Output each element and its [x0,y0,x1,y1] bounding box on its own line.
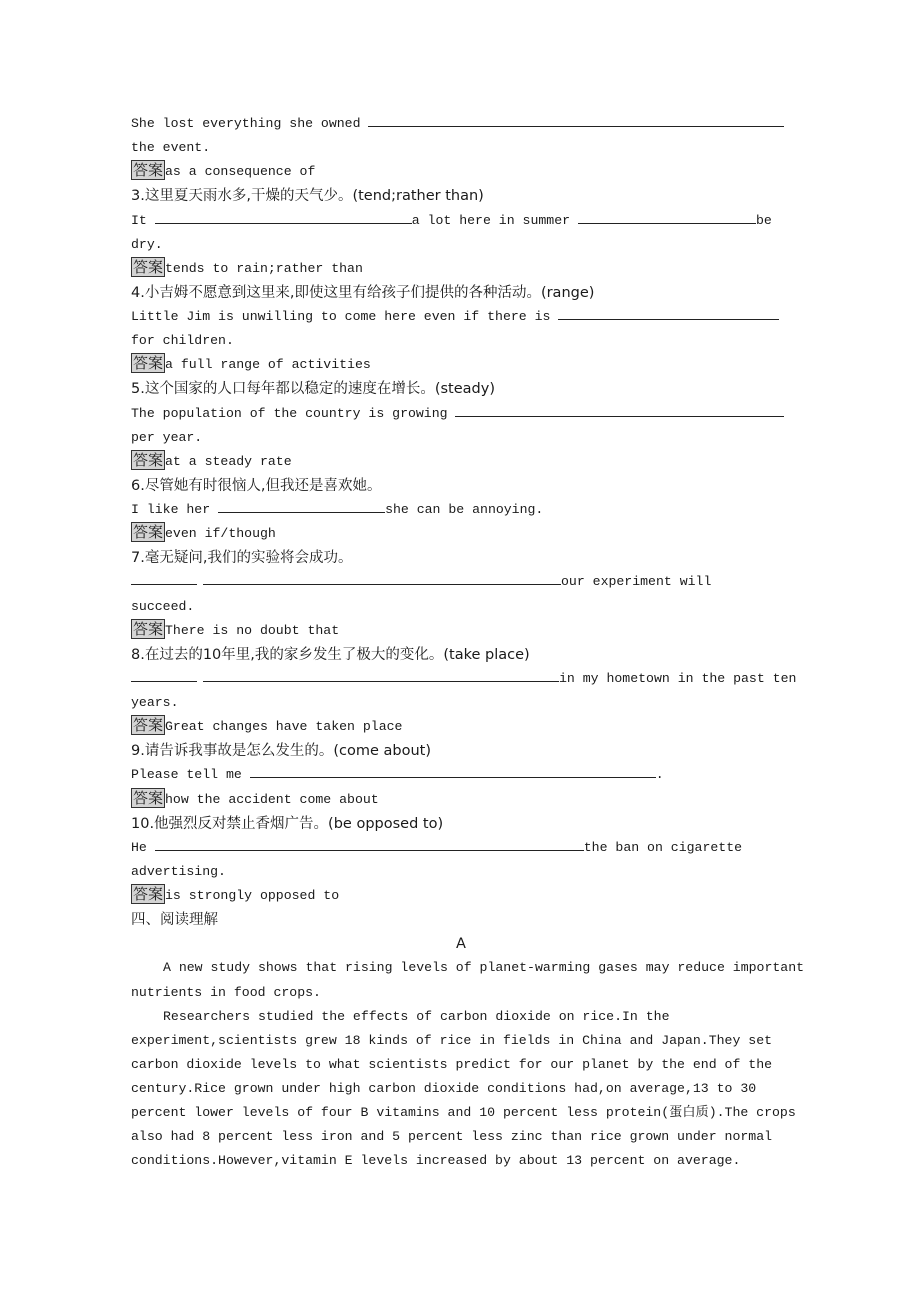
question-title: 3.这里夏天雨水多,干燥的天气少。(tend;rather than) [131,188,484,205]
answer-label: 答案 [133,716,164,735]
prompt-text: The population of the country is growing [131,405,456,421]
answer-text: tends to rain;rather than [165,260,363,276]
answer-text: even if/though [165,526,276,542]
answer-blank[interactable] [155,836,584,851]
prompt-text: for children. [131,333,234,349]
answer-blank[interactable] [218,498,385,513]
answer-text: how the accident come about [165,791,379,807]
prompt-text: Please tell me [131,767,250,783]
question-title: 7.毫无疑问,我们的实验将会成功。 [131,550,353,567]
answer-text: at a steady rate [165,453,292,469]
answer-blank[interactable] [558,305,779,320]
prompt-text: the event. [131,140,211,156]
passage [131,956,805,1173]
answer-label: 答案 [133,161,164,180]
answer-text: There is no doubt that [165,622,340,638]
answer-blank[interactable] [578,209,756,224]
answer-label: 答案 [133,885,164,903]
prompt-text: . [655,767,664,783]
document [131,112,805,1174]
answer-label: 答案 [133,354,164,373]
answer-label: 答案 [133,523,164,542]
passage-line: nutrients in food crops. [131,984,321,1000]
answer-label: 答案 [133,619,164,638]
answer-label: 答案 [133,450,164,469]
passage-line: experiment,scientists grew 18 kinds of rice in fields in China and Japan.They set [131,1032,773,1048]
prompt-text: the ban on cigarette [583,839,743,855]
passage-line: also had 8 percent less iron and 5 percent less zinc than rice grown under normal [131,1129,773,1145]
question-title: 5.这个国家的人口每年都以稳定的速度在增长。(steady) [131,381,495,398]
answer-blank[interactable] [250,763,656,778]
prompt-text: Little Jim is unwilling to come here even if there is [131,309,559,324]
prompt-text: succeed. [131,598,195,614]
prompt-text: I like her [131,502,219,517]
prompt-text: per year. [131,429,203,445]
prompt-text: She lost everything she owned [131,116,369,131]
prompt-text: He [131,839,155,855]
prompt-text: It [131,212,155,228]
answer-blank[interactable] [131,570,197,585]
prompt-text: in my hometown in the past ten [559,670,797,686]
answer-text: Great changes have taken place [165,719,403,735]
passage-line: century.Rice grown under high carbon dioxide conditions had,on average,13 to 30 [131,1081,757,1096]
answer-label: 答案 [133,257,164,276]
prompt-text: a lot here in summer [411,212,578,228]
section-heading: 四、阅读理解 [131,912,218,929]
question-title: 8.在过去的10年里,我的家乡发生了极大的变化。(take place) [131,646,530,663]
question-title: 9.请告诉我事故是怎么发生的。(come about) [131,743,431,760]
answer-blank[interactable] [203,570,561,585]
answer-blank[interactable] [368,112,784,127]
prompt-text: be [755,212,772,228]
q2-line [131,112,791,136]
answer-text: a full range of activities [165,357,371,373]
prompt-text: she can be annoying. [385,502,544,517]
prompt-text: advertising. [131,863,226,879]
passage-line: Researchers studied the effects of carbon dioxide on rice.In the [163,1008,670,1024]
prompt-text: years. [131,695,179,710]
question-title: 6.尽管她有时很恼人,但我还是喜欢她。 [131,477,382,494]
passage-line: percent lower levels of four B vitamins and 10 percent less protein(蛋白质).The crops [131,1105,796,1121]
passage-line: carbon dioxide levels to what scientists predict for our planet by the end of the [131,1056,773,1072]
answer-text: as a consequence of [165,164,316,180]
question-title: 4.小吉姆不愿意到这里来,即使这里有给孩子们提供的各种活动。(range) [131,284,595,301]
passage-heading: A [456,936,466,953]
answer-label: 答案 [133,788,164,807]
answer-blank[interactable] [455,402,784,417]
answer-blank[interactable] [203,667,559,682]
prompt-text: dry. [131,236,163,252]
answer-blank[interactable] [131,667,197,682]
passage-line: A new study shows that rising levels of planet-warming gases may reduce important [163,960,805,976]
passage-line: conditions.However,vitamin E levels increased by about 13 percent on average. [131,1153,741,1169]
prompt-text: our experiment will [561,574,712,590]
answer-text: is strongly opposed to [165,888,340,903]
answer-blank[interactable] [155,209,412,224]
question-title: 10.他强烈反对禁止香烟广告。(be opposed to) [131,815,444,832]
